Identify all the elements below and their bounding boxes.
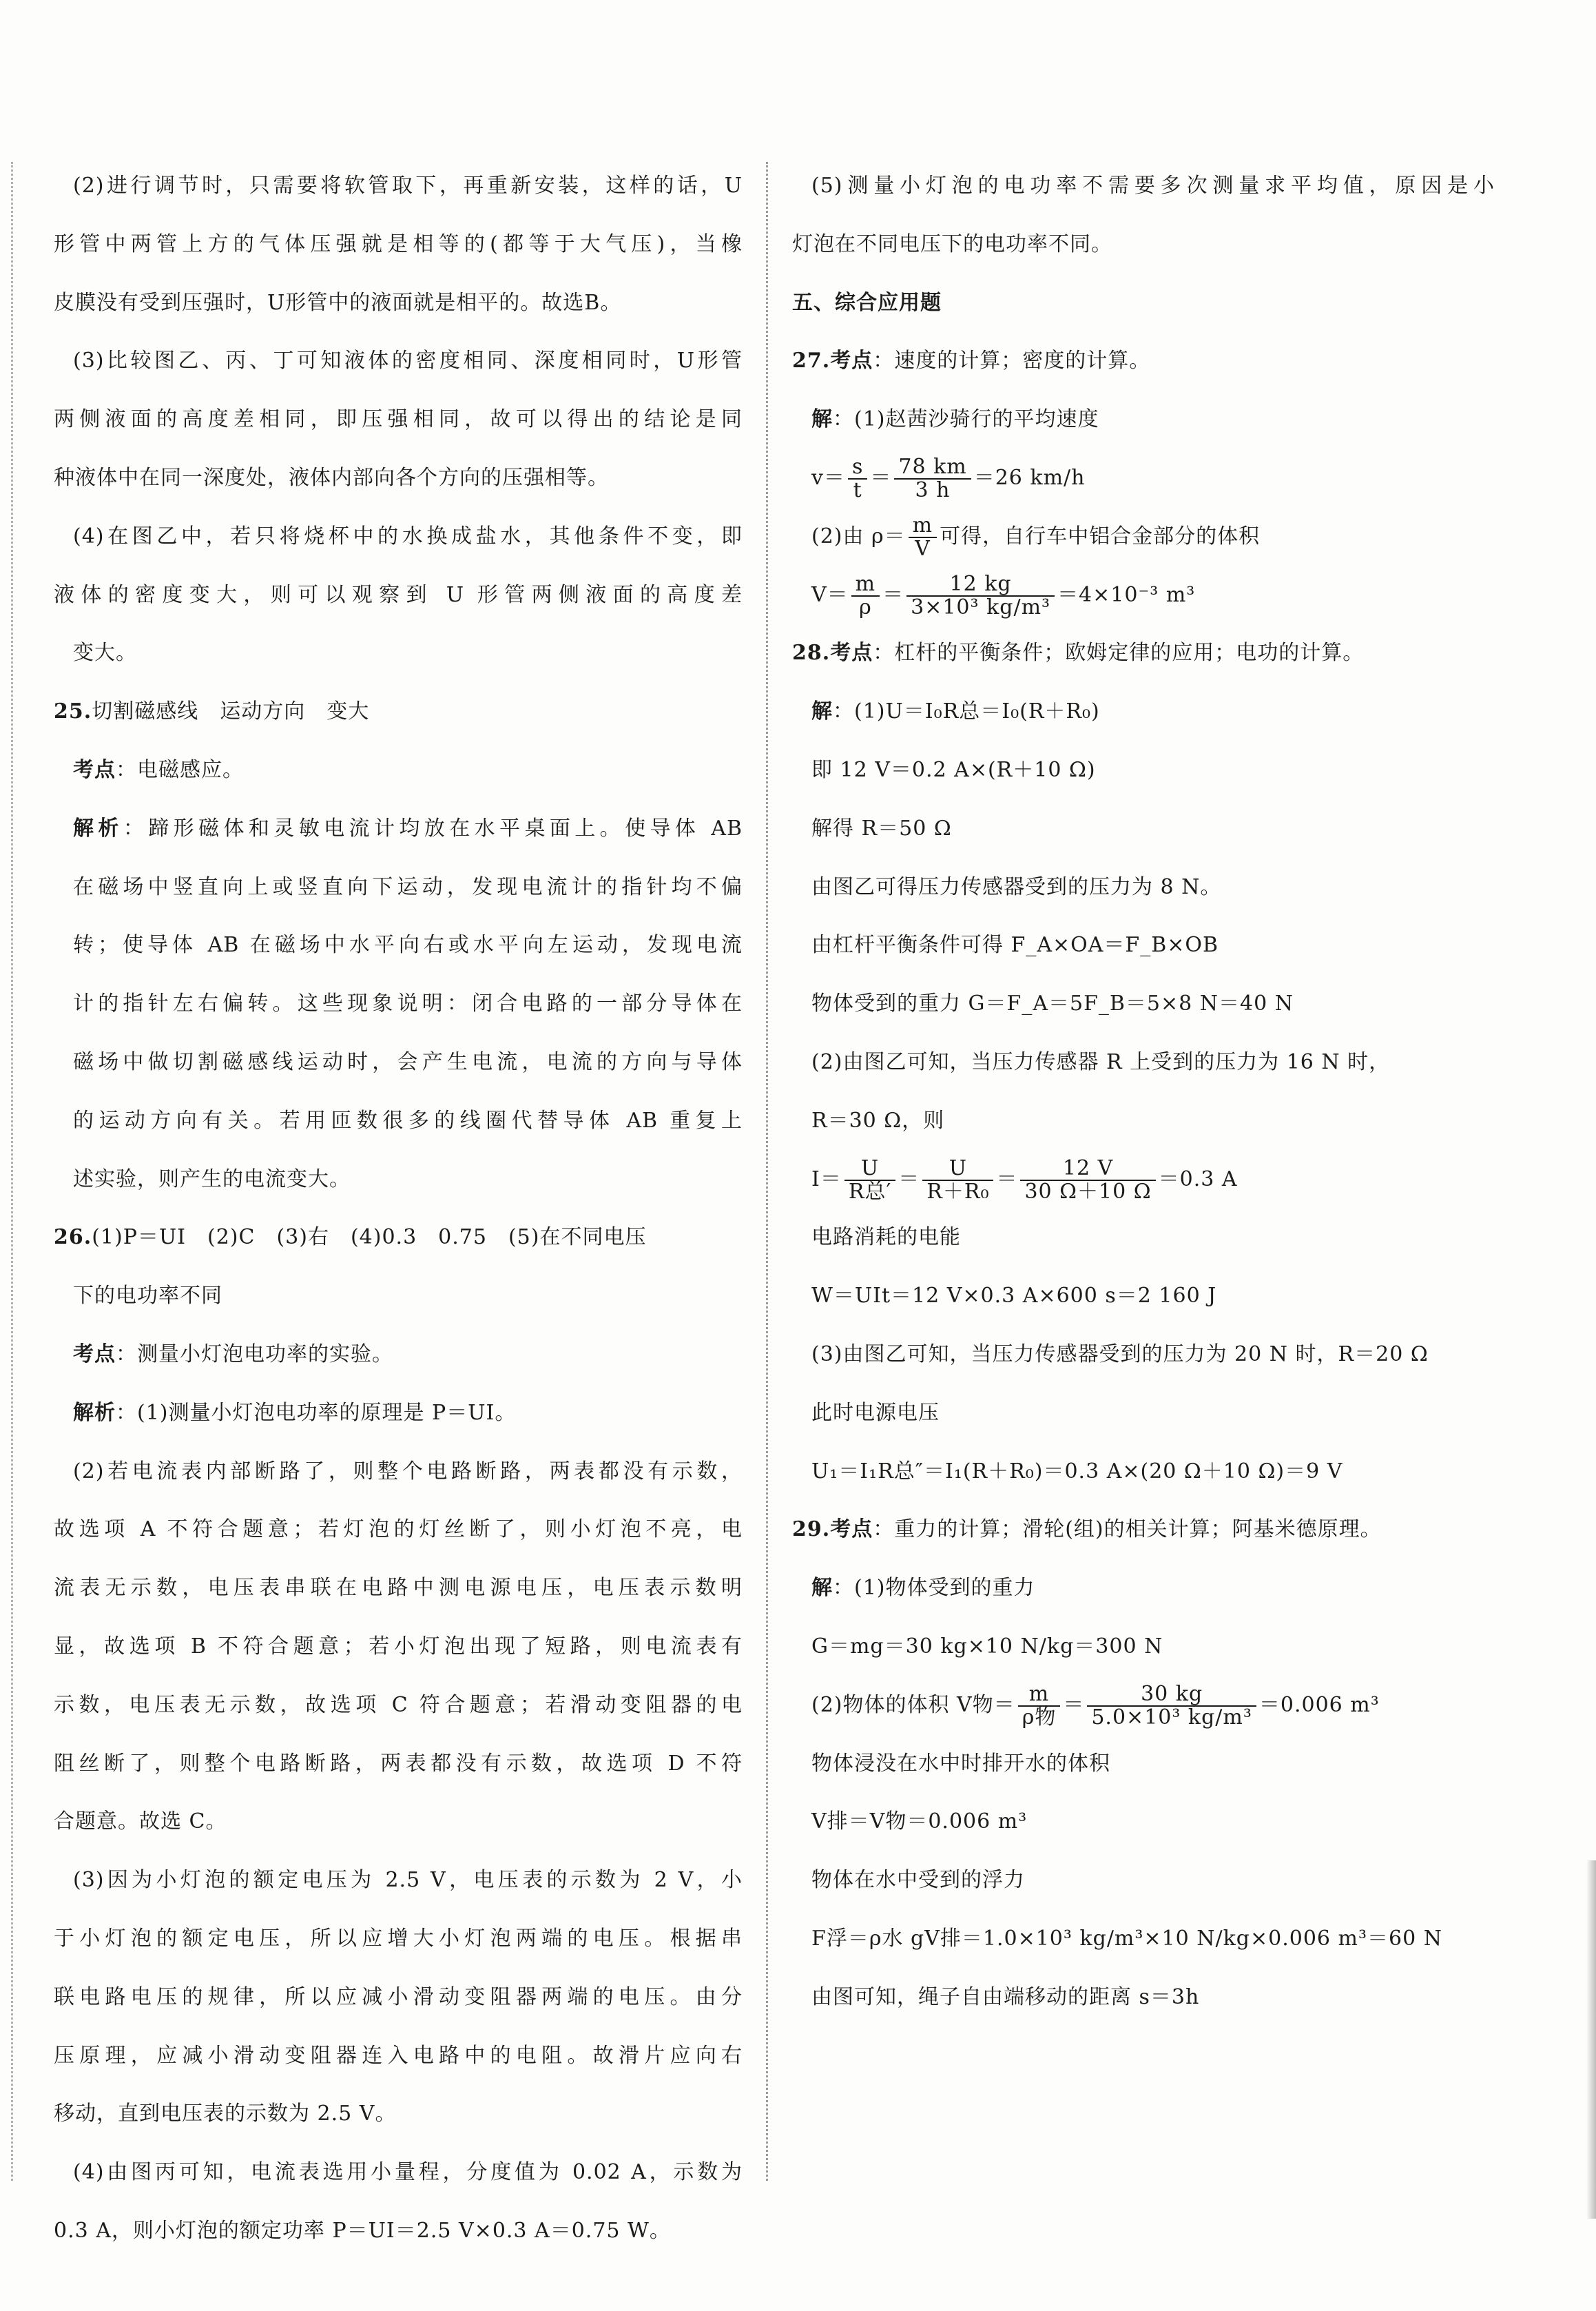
kaodian-line <box>792 624 1495 683</box>
text-line: (2)由图乙可知，当压力传感器 R 上受到的压力为 16 N 时， <box>811 1049 1391 1074</box>
paragraph-q24-3 <box>54 332 743 507</box>
text-line: (2)若电流表内部断路了，则整个电路断路，两表都没有示数， <box>73 1459 743 1483</box>
numerator: U <box>844 1158 895 1181</box>
text-line: 压原理，应减小滑动变阻器连入电路中的电阻。故滑片应向右 <box>54 2043 743 2068</box>
denominator: 3×10³ kg/m³ <box>911 595 1051 619</box>
paragraph-q24-4 <box>54 508 743 683</box>
kaodian-line <box>792 332 1495 391</box>
kaodian-label: 考点 <box>830 1517 873 1542</box>
text-post: 可得，自行车中铝合金部分的体积 <box>940 524 1261 548</box>
page-edge-shadow <box>1586 1860 1596 2219</box>
fraction <box>906 573 1055 618</box>
question-number: 28. <box>792 641 831 666</box>
kaodian-text: ：电磁感应。 <box>116 757 244 782</box>
text-line: 合题意。故选 C。 <box>54 1809 227 1834</box>
left-column <box>54 157 743 2261</box>
denominator: V <box>915 536 931 561</box>
question-number: 26. <box>54 1225 92 1250</box>
text-line: 流表无示数，电压表串联在电路中测电源电压，电压表示数明 <box>54 1576 743 1601</box>
answer-text: 切割磁感线 运动方向 变大 <box>92 699 370 724</box>
text-line <box>792 508 1495 566</box>
text-pre: (2)由 ρ＝ <box>811 524 906 548</box>
kaodian-line <box>54 741 743 800</box>
fraction <box>851 573 880 618</box>
equation-object-volume <box>792 1676 1495 1735</box>
text-line: (2)进行调节时，只需要将软管取下，再重新安装，这样的话，U <box>73 174 743 198</box>
eq-sign: ＝ <box>882 582 904 607</box>
numerator: m <box>851 573 880 597</box>
column-divider <box>766 162 768 2181</box>
left-margin-rule <box>11 162 13 2181</box>
answer-line <box>54 683 743 741</box>
paragraph-q24-2 <box>54 157 743 332</box>
text-line: G＝mg＝30 kg×10 N/kg＝300 N <box>811 1634 1163 1658</box>
text-line: 两侧液面的高度差相同，即压强相同，故可以得出的结论是同 <box>54 407 743 432</box>
text-line: 变大。 <box>73 641 137 666</box>
denominator: 5.0×10³ kg/m³ <box>1091 1705 1252 1729</box>
section-title: 五、综合应用题 <box>792 290 942 315</box>
text-line: 的运动方向有关。若用匝数很多的线圈代替导体 AB 重复上 <box>73 1108 743 1133</box>
numerator: m <box>909 515 937 538</box>
jiexi-text: ：蹄形磁体和灵敏电流计均放在水平桌面上。使导体 AB <box>123 816 743 841</box>
paragraph-q26-5 <box>792 157 1495 274</box>
fraction <box>1087 1683 1256 1728</box>
text-line: 显，故选项 B 不符合题意；若小灯泡出现了短路，则电流表有 <box>54 1634 743 1658</box>
jiexi-label: 解析 <box>73 816 123 841</box>
text-line: 物体在水中受到的浮力 <box>811 1868 1025 1893</box>
fraction <box>894 456 971 501</box>
eq-sign: ＝ <box>898 1167 920 1191</box>
numerator: U <box>922 1158 993 1181</box>
text-line: 形管中两管上方的气体压强就是相等的(都等于大气压)，当橡 <box>54 232 743 256</box>
text-line: 由图可知，绳子自由端移动的距离 s＝3h <box>811 1984 1200 2009</box>
text-line: 此时电源电压 <box>811 1400 940 1425</box>
eq-lhs: V＝ <box>811 582 849 607</box>
kaodian-label: 考点 <box>73 1342 116 1366</box>
text-line: 灯泡在不同电压下的电功率不同。 <box>792 232 1112 256</box>
jie-label: 解 <box>811 1576 833 1601</box>
kaodian-line <box>792 1501 1495 1559</box>
text-line: 计的指针左右偏转。这些现象说明：闭合电路的一部分导体在 <box>73 992 743 1016</box>
eq-lhs: v＝ <box>811 465 845 490</box>
text-line: F浮＝ρ水 gV排＝1.0×10³ kg/m³×10 N/kg×0.006 m³＝60 N <box>811 1926 1442 1951</box>
answer-line <box>54 1209 743 1267</box>
text-line: (5)测量小灯泡的电功率不需要多次测量求平均值，原因是小 <box>811 174 1495 198</box>
eq-sign: ＝ <box>996 1167 1018 1191</box>
eq-sign: ＝ <box>870 465 892 490</box>
question-27 <box>792 332 1495 624</box>
text-line: U₁＝I₁R总″＝I₁(R＋R₀)＝0.3 A×(20 Ω＋10 Ω)＝9 V <box>811 1459 1343 1483</box>
text-line: 阻丝断了，则整个电路断路，两表都没有示数，故选项 D 不符 <box>54 1751 743 1776</box>
jie-line <box>792 1559 1495 1618</box>
numerator: 12 kg <box>906 573 1055 597</box>
question-28 <box>792 624 1495 1501</box>
jie-text: ：(1)物体受到的重力 <box>833 1576 1035 1601</box>
equation-velocity <box>792 449 1495 508</box>
kaodian-line <box>54 1326 743 1384</box>
eq-rhs: ＝26 km/h <box>973 465 1086 490</box>
eq-rhs: ＝0.006 m³ <box>1258 1692 1380 1717</box>
jiexi-line <box>54 800 743 859</box>
jiexi-label: 解析 <box>73 1400 116 1425</box>
question-26 <box>54 1209 743 2260</box>
text-line: 述实验，则产生的电流变大。 <box>73 1167 351 1191</box>
text-line: 联电路电压的规律，所以应减小滑动变阻器两端的电压。由分 <box>54 1984 743 2009</box>
question-29 <box>792 1501 1495 2026</box>
text-line: (3)比较图乙、丙、丁可知液体的密度相同、深度相同时，U形管 <box>73 349 743 373</box>
answer-line: 下的电功率不同 <box>73 1284 222 1308</box>
kaodian-text: ：重力的计算；滑轮(组)的相关计算；阿基米德原理。 <box>873 1517 1382 1542</box>
text-line: 物体浸没在水中时排开水的体积 <box>811 1751 1110 1776</box>
numerator: 78 km <box>894 456 971 480</box>
fraction <box>909 515 937 559</box>
denominator: t <box>853 477 862 502</box>
text-line: W＝UIt＝12 V×0.3 A×600 s＝2 160 J <box>811 1284 1217 1308</box>
text-line: 由杠杆平衡条件可得 F_A×OA＝F_B×OB <box>811 933 1219 958</box>
denominator: R总′ <box>848 1179 892 1204</box>
fraction <box>1018 1683 1061 1728</box>
jiexi-text: ：(1)测量小灯泡电功率的原理是 P＝UI。 <box>116 1400 517 1425</box>
numerator: m <box>1018 1683 1061 1707</box>
text-line: 物体受到的重力 G＝F_A＝5F_B＝5×8 N＝40 N <box>811 992 1294 1016</box>
text-line: V排＝V物＝0.006 m³ <box>811 1809 1028 1834</box>
kaodian-label: 考点 <box>830 641 873 666</box>
numerator: s <box>848 456 867 480</box>
fraction <box>922 1158 993 1202</box>
question-number: 25. <box>54 699 92 724</box>
text-line: 移动，直到电压表的示数为 2.5 V。 <box>54 2102 397 2126</box>
text-line: 磁场中做切割磁感线运动时，会产生电流，电流的方向与导体 <box>73 1049 743 1074</box>
denominator: R＋R₀ <box>926 1179 990 1204</box>
equation-current <box>792 1151 1495 1209</box>
text-line: 电路消耗的电能 <box>811 1225 961 1250</box>
eq-sign: ＝ <box>1063 1692 1085 1717</box>
question-25 <box>54 683 743 1209</box>
text-line: 在磁场中竖直向上或竖直向下运动，发现电流计的指针均不偏 <box>73 874 743 899</box>
fraction <box>848 456 867 501</box>
text-line: 于小灯泡的额定电压，所以应增大小灯泡两端的电压。根据串 <box>54 1926 743 1951</box>
text-line: 示数，电压表无示数，故选项 C 符合题意；若滑动变阻器的电 <box>54 1692 743 1717</box>
denominator: 30 Ω＋10 Ω <box>1024 1179 1152 1204</box>
jie-text: ：(1)U＝I₀R总＝I₀(R＋R₀) <box>833 699 1100 724</box>
text-line: 即 12 V＝0.2 A×(R＋10 Ω) <box>811 757 1096 782</box>
numerator: 12 V <box>1020 1158 1155 1181</box>
denominator: ρ物 <box>1022 1705 1057 1729</box>
text-line: (4)由图丙可知，电流表选用小量程，分度值为 0.02 A，示数为 <box>73 2160 743 2185</box>
jie-label: 解 <box>811 699 833 724</box>
text-line: 故选项 A 不符合题意；若灯泡的灯丝断了，则小灯泡不亮，电 <box>54 1517 743 1542</box>
text-line: (4)在图乙中，若只将烧杯中的水换成盐水，其他条件不变，即 <box>73 524 743 548</box>
jie-text: ：(1)赵茜沙骑行的平均速度 <box>833 407 1099 432</box>
kaodian-text: ：杠杆的平衡条件；欧姆定律的应用；电功的计算。 <box>873 641 1365 666</box>
denominator: ρ <box>859 595 872 619</box>
question-number: 27. <box>792 349 831 373</box>
kaodian-text: ：速度的计算；密度的计算。 <box>873 349 1151 373</box>
text-line: 解得 R＝50 Ω <box>811 816 952 841</box>
text-line: R＝30 Ω，则 <box>811 1108 945 1133</box>
jie-label: 解 <box>811 407 833 432</box>
text-line: 由图乙可得压力传感器受到的压力为 8 N。 <box>811 874 1222 899</box>
text-line: 种液体中在同一深度处，液体内部向各个方向的压强相等。 <box>54 465 609 490</box>
eq-rhs: ＝0.3 A <box>1158 1167 1238 1191</box>
fraction <box>1020 1158 1155 1202</box>
equation-volume <box>792 566 1495 625</box>
kaodian-label: 考点 <box>830 349 873 373</box>
text-line: (3)因为小灯泡的额定电压为 2.5 V，电压表的示数为 2 V，小 <box>73 1868 743 1893</box>
question-number: 29. <box>792 1517 831 1542</box>
fraction <box>844 1158 895 1202</box>
jie-line <box>792 683 1495 741</box>
eq-rhs: ＝4×10⁻³ m³ <box>1057 582 1196 607</box>
kaodian-text: ：测量小灯泡电功率的实验。 <box>116 1342 393 1366</box>
kaodian-label: 考点 <box>73 757 116 782</box>
denominator: 3 h <box>915 477 951 502</box>
text-line: 皮膜没有受到压强时，U形管中的液面就是相平的。故选B。 <box>54 290 622 315</box>
text-line: (3)由图乙可知，当压力传感器受到的压力为 20 N 时，R＝20 Ω <box>811 1342 1429 1366</box>
jiexi-line <box>54 1384 743 1443</box>
eq-lhs: (2)物体的体积 V物＝ <box>811 1692 1015 1717</box>
text-line: 液体的密度变大，则可以观察到 U 形管两侧液面的高度差 <box>54 582 743 607</box>
eq-lhs: I＝ <box>811 1167 842 1191</box>
text-line: 0.3 A，则小灯泡的额定功率 P＝UI＝2.5 V×0.3 A＝0.75 W。 <box>54 2218 671 2243</box>
answer-text: (1)P＝UI (2)C (3)右 (4)0.3 0.75 (5)在不同电压 <box>92 1225 647 1250</box>
right-column <box>792 157 1495 2027</box>
numerator: 30 kg <box>1087 1683 1256 1707</box>
text-line: 转；使导体 AB 在磁场中水平向右或水平向左运动，发现电流 <box>73 933 743 958</box>
jie-line <box>792 391 1495 449</box>
